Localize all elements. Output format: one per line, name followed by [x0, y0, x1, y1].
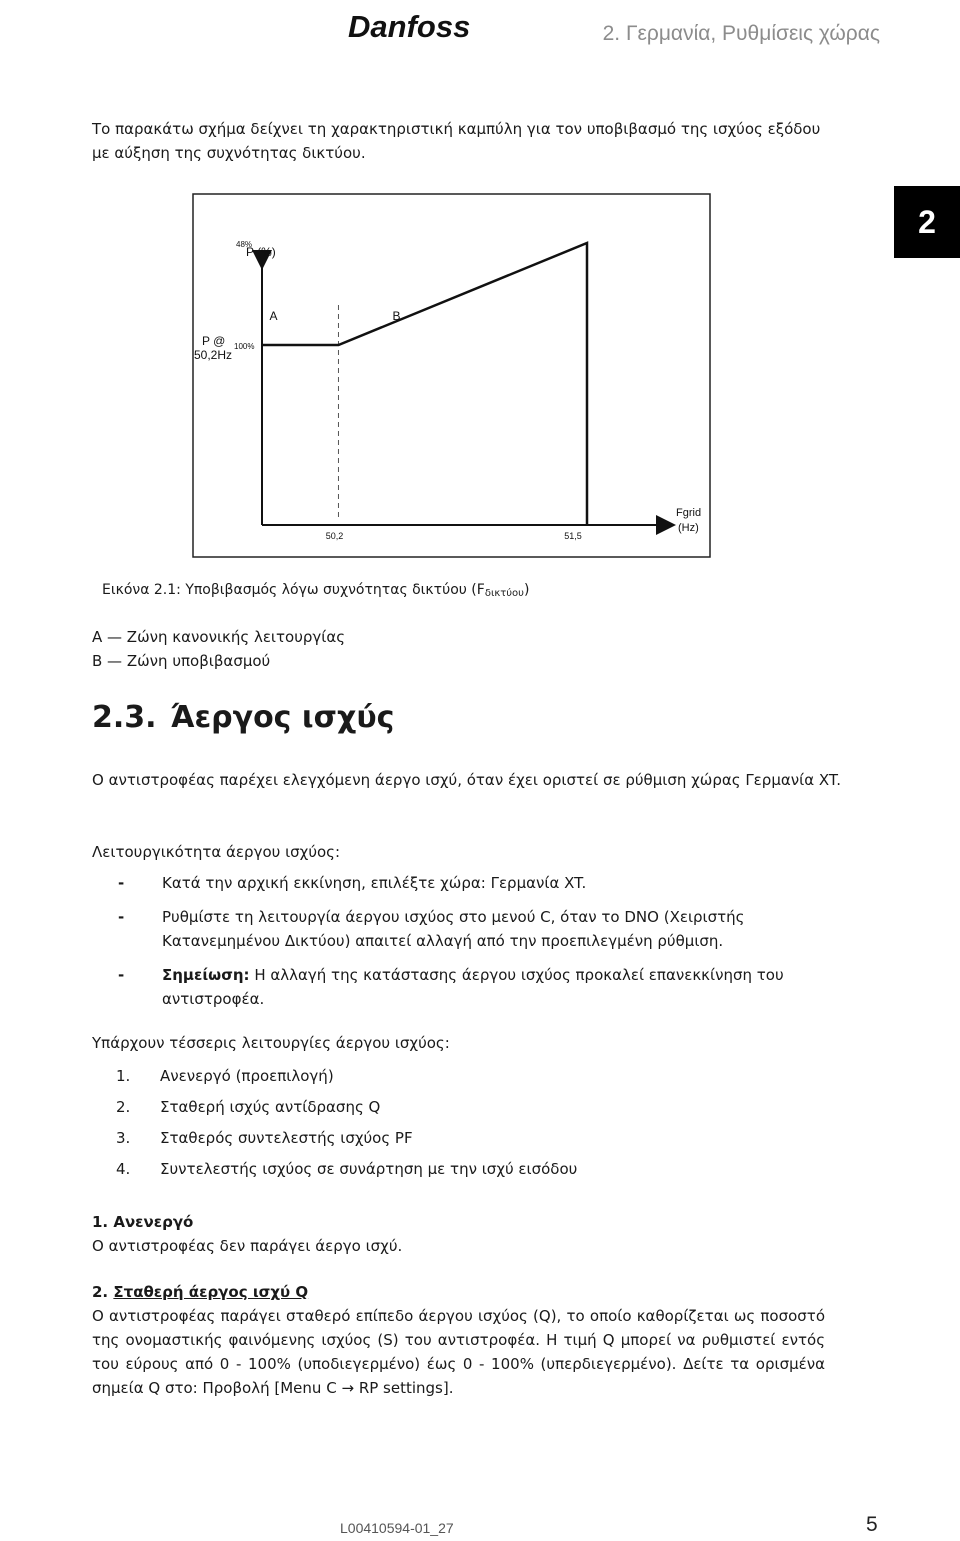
menu-arrow-icon: → [341, 1379, 355, 1397]
bullet-dash: - [118, 874, 125, 892]
constant-q-heading [92, 1280, 825, 1304]
list-item [118, 905, 848, 953]
legend-item-b: B — Ζώνη υποβιβασμού [92, 652, 271, 670]
constant-q-text [92, 1304, 825, 1400]
mode-label: Σταθερή ισχύς αντίδρασης Q [160, 1098, 381, 1116]
inactive-text: Ο αντιστροφέας δεν παράγει άεργο ισχύ. [92, 1237, 403, 1255]
mode-label: Ανενεργό (προεπιλογή) [160, 1067, 334, 1085]
bullet-dash: - [118, 908, 125, 926]
header-title: 2. Γερμανία, Ρυθμίσεις χώρας [602, 22, 880, 45]
list-item [118, 963, 848, 1011]
list-item [116, 1157, 577, 1181]
bullet-text: Η αλλαγή της κατάστασης άεργου ισχύος προκαλεί επανεκκίνηση του αντιστροφέα. [162, 966, 784, 1008]
x-axis-label-line2: (Hz) [678, 522, 699, 534]
intro-paragraph: Το παρακάτω σχήμα δείχνει τη χαρακτηριστική καμπύλη για τον υποβιβασμό της ισχύος εξόδου με αύξηση της συχνότητας δικτύου. [92, 120, 821, 162]
functionality-label: Λειτουργικότητα άεργου ισχύος: [92, 843, 341, 861]
caption-suffix: ) [523, 582, 530, 598]
x-tick-label: 51,5 [564, 531, 582, 541]
y-note-line2: 50,2Hz [194, 348, 233, 362]
danfoss-logo [346, 6, 471, 46]
list-item [116, 1064, 577, 1088]
section-number: 2.3. [92, 700, 157, 735]
note-label: Σημείωση: [162, 966, 250, 984]
y-tick-label: 100% [234, 342, 255, 351]
x-axis-label-line1: Fgrid [676, 507, 702, 519]
figure-caption [102, 582, 529, 599]
modes-list [116, 1064, 577, 1188]
bullet-text: Ρυθμίστε τη λειτουργία άεργου ισχύος στο μενού C, όταν το DNO (Χειριστής Κατανεμημένου Δικτύου) απαιτεί αλλαγή από την προεπιλεγμένη ρύθμιση. [162, 908, 745, 950]
inactive-heading: 1. Ανενεργό [92, 1213, 194, 1231]
mode-label: Σταθερός συντελεστής ισχύος PF [160, 1129, 413, 1147]
legend-item-a: A — Ζώνη κανονικής λειτουργίας [92, 628, 346, 646]
zone-label-b: B [392, 309, 401, 323]
constant-q-end: RP settings]. [358, 1379, 454, 1397]
section-title: Άεργος ισχύς [170, 700, 395, 735]
functionality-list [118, 871, 848, 1021]
mode-number: 4. [116, 1160, 131, 1178]
inactive-mode-block [92, 1210, 402, 1258]
y-tick-label: 48% [236, 240, 253, 249]
constant-q-block [92, 1280, 825, 1400]
y-axis-label: P (%) [246, 245, 276, 259]
constant-q-number: 2. [92, 1283, 109, 1301]
chapter-tab: 2 [894, 186, 960, 258]
section-heading [92, 700, 394, 735]
zone-label-a: A [269, 309, 278, 323]
mode-number: 2. [116, 1098, 131, 1116]
list-item [118, 871, 848, 895]
document-code: L00410594-01_27 [340, 1520, 454, 1536]
modes-intro: Υπάρχουν τέσσερις λειτουργίες άεργου ισχύος: [92, 1034, 450, 1052]
page-number: 5 [866, 1513, 878, 1536]
mode-number: 1. [116, 1067, 131, 1085]
caption-subscript: δικτύου [484, 588, 524, 599]
derating-figure [192, 193, 712, 559]
list-item [116, 1095, 577, 1119]
list-item [116, 1126, 577, 1150]
constant-q-body: Ο αντιστροφέας παράγει σταθερό επίπεδο άεργου ισχύος (Q), το οποίο καθορίζεται ως ποσοστό της ονομαστικής φαινόμενης ισχύος (S) του αντιστροφέα. Η τιμή Q μπορεί να ρυθμιστεί εντός του εύρους από 0 - 100% (υποδιεγερμένο) έως 0 - 100% (υπερδιεγερμένο). Δείτε τα ορισμένα σημεία Q στο: Προβολή [Menu C [92, 1307, 825, 1397]
x-tick-label: 50,2 [325, 531, 344, 541]
constant-q-title: Σταθερή άεργος ισχύ Q [113, 1283, 309, 1301]
mode-label: Συντελεστής ισχύος σε συνάρτηση με την ισχύ εισόδου [160, 1160, 578, 1178]
mode-number: 3. [116, 1129, 131, 1147]
derating-chart [192, 193, 712, 559]
figure-legend [92, 625, 345, 673]
logo-text: Danfoss [348, 9, 471, 44]
bullet-text: Κατά την αρχική εκκίνηση, επιλέξτε χώρα: Γερμανία XT. [162, 874, 587, 892]
section-intro-paragraph: Ο αντιστροφέας παρέχει ελεγχόμενη άεργο ισχύ, όταν έχει οριστεί σε ρύθμιση χώρας Γερμανία XT. [92, 771, 842, 789]
caption-prefix: Εικόνα 2.1: Υποβιβασμός λόγω συχνότητας δικτύου (F [102, 582, 485, 598]
bullet-dash: - [118, 966, 125, 984]
y-note-line1: P @ [202, 334, 226, 348]
